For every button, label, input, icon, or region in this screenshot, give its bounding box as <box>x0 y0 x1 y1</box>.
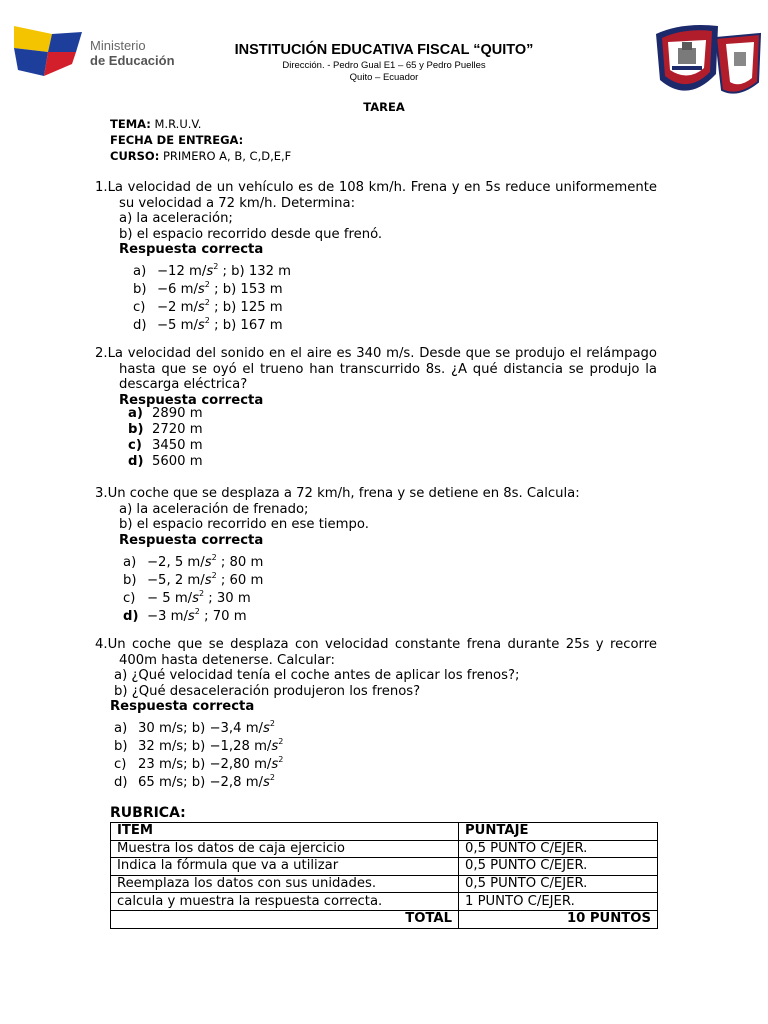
unit-s: s <box>271 757 279 772</box>
answer-option <box>123 603 247 626</box>
rubric-score: 0,5 PUNTO C/EJER. <box>459 875 658 893</box>
option-value: −5, 2 m/ <box>147 573 205 588</box>
option-label: b) <box>123 573 137 588</box>
question-stem: 3.Un coche que se desplaza a 72 km/h, frena y se detiene en 8s. Calcula: <box>95 486 580 501</box>
question-stem: 1.La velocidad de un vehículo es de 108 km/h. Frena y en 5s reduce uniformemente su velocidad a 72 km/h. Determina: <box>95 180 657 211</box>
table-row <box>111 858 658 876</box>
option-value: −12 m/ <box>157 264 207 279</box>
question-4 <box>95 637 657 715</box>
table-total-row <box>111 910 658 928</box>
unit-exponent: 2 <box>204 298 210 307</box>
option-value-rest: ; 70 m <box>199 609 247 624</box>
option-value: 3450 m <box>152 438 203 453</box>
question-part: a) ¿Qué velocidad tenía el coche antes de aplicar los frenos?; <box>114 668 520 683</box>
header-score: PUNTAJE <box>459 823 658 841</box>
option-label: d) <box>123 609 139 624</box>
fecha-label: FECHA DE ENTREGA: <box>110 133 244 147</box>
question-1 <box>95 180 657 258</box>
option-label: d) <box>114 775 128 790</box>
unit-s: s <box>204 573 212 588</box>
option-label: a) <box>128 406 143 421</box>
rubric-item: Reemplaza los datos con sus unidades. <box>111 875 459 893</box>
unit-exponent: 2 <box>211 553 217 562</box>
answer-option <box>114 769 275 792</box>
answer-heading: Respuesta correcta <box>110 699 255 714</box>
option-value-rest: ; b) 132 m <box>218 264 292 279</box>
unit-exponent: 2 <box>194 607 200 616</box>
table-header-row <box>111 823 658 841</box>
rubric-table <box>110 822 658 929</box>
option-value: − 5 m/ <box>147 591 193 606</box>
unit-exponent: 2 <box>204 280 210 289</box>
rubric-score: 0,5 PUNTO C/EJER. <box>459 858 658 876</box>
rubric-score: 0,5 PUNTO C/EJER. <box>459 840 658 858</box>
rubric-title: RUBRICA: <box>110 805 186 821</box>
option-label: b) <box>133 282 147 297</box>
unit-s: s <box>206 264 214 279</box>
answer-option <box>128 454 203 470</box>
option-value: 2720 m <box>152 422 203 437</box>
answer-option <box>128 438 203 454</box>
unit-s: s <box>192 591 199 606</box>
option-label: a) <box>114 721 128 736</box>
ministry-line1: Ministerio <box>90 38 146 53</box>
answer-option <box>128 422 203 438</box>
question-part: b) el espacio recorrido en ese tiempo. <box>119 517 369 532</box>
option-value: −2, 5 m/ <box>147 555 205 570</box>
school-name: INSTITUCIÓN EDUCATIVA FISCAL “QUITO” <box>234 42 534 58</box>
unit-s: s <box>197 318 205 333</box>
header-item: ITEM <box>111 823 459 841</box>
option-value-rest: ; 80 m <box>216 555 264 570</box>
answer-heading: Respuesta correcta <box>119 532 264 548</box>
unit-exponent: 2 <box>278 737 284 746</box>
answer-heading: Respuesta correcta <box>119 392 264 408</box>
unit-exponent: 2 <box>269 719 275 728</box>
doc-title: TAREA <box>363 100 405 114</box>
option-label: d) <box>128 454 144 469</box>
curso-label: CURSO: <box>110 149 160 163</box>
option-value: −6 m/ <box>157 282 198 297</box>
meta-curso <box>110 149 291 163</box>
total-value: 10 PUNTOS <box>459 910 658 928</box>
unit-exponent: 2 <box>204 316 210 325</box>
curso-value: PRIMERO A, B, C,D,E,F <box>162 149 292 163</box>
option-label: b) <box>128 422 144 437</box>
option-value-rest: ; b) 125 m <box>209 300 283 315</box>
option-label: c) <box>133 300 146 315</box>
option-value: 65 m/s; b) −2,8 m/ <box>138 775 263 790</box>
option-value: −3 m/ <box>147 609 188 624</box>
option-label: c) <box>128 438 142 453</box>
option-label: b) <box>114 739 128 754</box>
unit-s: s <box>204 555 212 570</box>
option-value: −2 m/ <box>157 300 198 315</box>
tema-label: TEMA: <box>110 117 151 131</box>
unit-exponent: 2 <box>213 262 219 271</box>
table-row <box>111 875 658 893</box>
unit-exponent: 2 <box>199 589 205 598</box>
question-part: b) ¿Qué desaceleración produjeron los frenos? <box>114 683 421 699</box>
option-label: c) <box>114 757 127 772</box>
question-stem: 2.La velocidad del sonido en el aire es 340 m/s. Desde que se produjo el relámpago hasta que se oyó el trueno han transcurrido 8s. ¿A qué distancia se produjo la descarga eléctrica? <box>95 346 657 392</box>
answer-option <box>133 312 283 335</box>
question-part: a) la aceleración; <box>119 211 233 226</box>
option-label: a) <box>123 555 137 570</box>
unit-s: s <box>187 609 195 624</box>
unit-s: s <box>271 739 279 754</box>
option-value: 30 m/s; b) −3,4 m/ <box>138 721 263 736</box>
option-value: 2890 m <box>152 406 203 421</box>
ministry-line2: de Educación <box>90 53 175 68</box>
meta-fecha <box>110 133 243 147</box>
unit-exponent: 2 <box>211 571 217 580</box>
total-label: TOTAL <box>111 910 459 928</box>
unit-exponent: 2 <box>269 773 275 782</box>
question-part: b) el espacio recorrido desde que frenó. <box>119 226 383 242</box>
table-row <box>111 893 658 911</box>
option-value: 32 m/s; b) −1,28 m/ <box>138 739 272 754</box>
option-label: a) <box>133 264 147 279</box>
option-label: c) <box>123 591 136 606</box>
question-part: a) la aceleración de frenado; <box>119 501 309 517</box>
unit-s: s <box>262 775 270 790</box>
question-stem: 4.Un coche que se desplaza con velocidad constante frena durante 25s y recorre 400m hasta detenerse. Calcular: <box>95 637 657 668</box>
answer-option <box>128 406 203 422</box>
option-value-rest: ; 30 m <box>204 591 251 606</box>
unit-s: s <box>197 282 205 297</box>
option-value: 5600 m <box>152 454 203 469</box>
option-label: d) <box>133 318 147 333</box>
rubric-score: 1 PUNTO C/EJER. <box>459 893 658 911</box>
meta-tema <box>110 117 201 131</box>
option-value-rest: ; b) 153 m <box>209 282 283 297</box>
rubric-item: Indica la fórmula que va a utilizar <box>111 858 459 876</box>
school-city: Quito – Ecuador <box>349 72 419 83</box>
option-value: 23 m/s; b) −2,80 m/ <box>138 757 272 772</box>
rubric-item: calcula y muestra la respuesta correcta. <box>111 893 459 911</box>
answer-heading: Respuesta correcta <box>119 242 264 257</box>
table-row <box>111 840 658 858</box>
option-value-rest: ; b) 167 m <box>209 318 283 333</box>
unit-s: s <box>262 721 270 736</box>
tema-value: M.R.U.V. <box>154 117 202 131</box>
option-value-rest: ; 60 m <box>216 573 264 588</box>
unit-s: s <box>197 300 205 315</box>
rubric-item: Muestra los datos de caja ejercicio <box>111 840 459 858</box>
question-2 <box>95 346 657 408</box>
question-3 <box>95 486 657 548</box>
unit-exponent: 2 <box>278 755 284 764</box>
school-address: Dirección. - Pedro Gual E1 – 65 y Pedro Puelles <box>282 60 486 71</box>
option-value: −5 m/ <box>157 318 198 333</box>
